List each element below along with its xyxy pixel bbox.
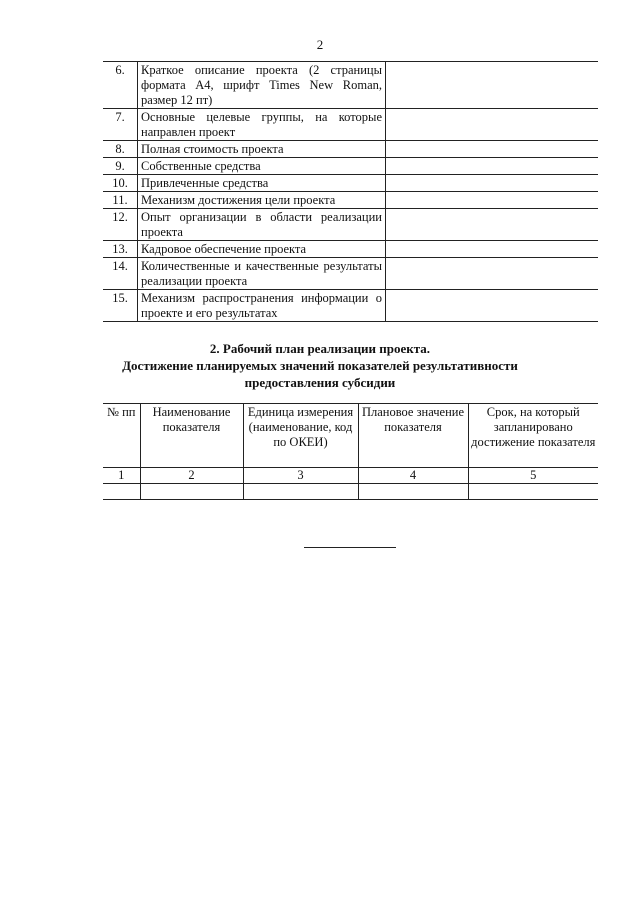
info-row-value xyxy=(386,290,599,322)
info-row-number: 7. xyxy=(103,109,138,141)
header-unit: Единица измерения (наименование, код по ОКЕИ) xyxy=(243,404,358,468)
info-row-label: Краткое описание проекта (2 страницы формата А4, шрифт Times New Roman, размер 12 пт) xyxy=(138,62,386,109)
info-row-value xyxy=(386,241,599,258)
header-deadline: Срок, на который запланировано достижение показателя xyxy=(468,404,598,468)
index-cell: 4 xyxy=(358,468,468,484)
info-row-number: 15. xyxy=(103,290,138,322)
work-plan-table xyxy=(103,403,598,500)
project-info-rows xyxy=(103,62,598,322)
info-row-label: Привлеченные средства xyxy=(138,175,386,192)
info-row xyxy=(103,209,598,241)
info-row-label: Механизм распространения информации о проекте и его результатах xyxy=(138,290,386,322)
work-plan-index-row xyxy=(103,468,598,484)
info-row-number: 12. xyxy=(103,209,138,241)
section-title-line-3: предоставления субсидии xyxy=(244,375,396,390)
info-row-number: 6. xyxy=(103,62,138,109)
info-row-value xyxy=(386,209,599,241)
info-row-value xyxy=(386,258,599,290)
info-row xyxy=(103,62,598,109)
empty-cell xyxy=(468,484,598,500)
empty-cell xyxy=(358,484,468,500)
empty-cell xyxy=(103,484,140,500)
info-row-value xyxy=(386,109,599,141)
index-cell: 5 xyxy=(468,468,598,484)
info-row-label: Собственные средства xyxy=(138,158,386,175)
section-title-line-2: Достижение планируемых значений показателей результативности xyxy=(122,358,518,373)
info-row-number: 11. xyxy=(103,192,138,209)
info-row-value xyxy=(386,158,599,175)
info-row-number: 10. xyxy=(103,175,138,192)
index-cell: 1 xyxy=(103,468,140,484)
info-row-number: 9. xyxy=(103,158,138,175)
section-title xyxy=(0,340,640,391)
empty-cell xyxy=(140,484,243,500)
info-row-label: Опыт организации в области реализации проекта xyxy=(138,209,386,241)
info-row xyxy=(103,141,598,158)
page-number: 2 xyxy=(316,37,324,52)
info-row-value xyxy=(386,62,599,109)
info-row xyxy=(103,158,598,175)
info-row-label: Механизм достижения цели проекта xyxy=(138,192,386,209)
info-row-number: 13. xyxy=(103,241,138,258)
header-number: № пп xyxy=(103,404,140,468)
header-indicator-name: Наименование показателя xyxy=(140,404,243,468)
info-row xyxy=(103,192,598,209)
info-row xyxy=(103,290,598,322)
info-row xyxy=(103,258,598,290)
info-row-value xyxy=(386,175,599,192)
info-row-value xyxy=(386,192,599,209)
info-row-value xyxy=(386,141,599,158)
info-row-number: 8. xyxy=(103,141,138,158)
info-row-label: Основные целевые группы, на которые направлен проект xyxy=(138,109,386,141)
end-rule xyxy=(304,547,396,548)
info-row-label: Полная стоимость проекта xyxy=(138,141,386,158)
header-planned-value: Плановое значение показателя xyxy=(358,404,468,468)
empty-cell xyxy=(243,484,358,500)
section-title-line-1: 2. Рабочий план реализации проекта. xyxy=(209,341,431,356)
info-row xyxy=(103,175,598,192)
index-cell: 3 xyxy=(243,468,358,484)
info-row xyxy=(103,241,598,258)
info-row-label: Кадровое обеспечение проекта xyxy=(138,241,386,258)
work-plan-header-row xyxy=(103,404,598,468)
project-info-table xyxy=(103,61,598,322)
info-row-label: Количественные и качественные результаты реализации проекта xyxy=(138,258,386,290)
index-cell: 2 xyxy=(140,468,243,484)
info-row-number: 14. xyxy=(103,258,138,290)
info-row xyxy=(103,109,598,141)
work-plan-empty-row xyxy=(103,484,598,500)
